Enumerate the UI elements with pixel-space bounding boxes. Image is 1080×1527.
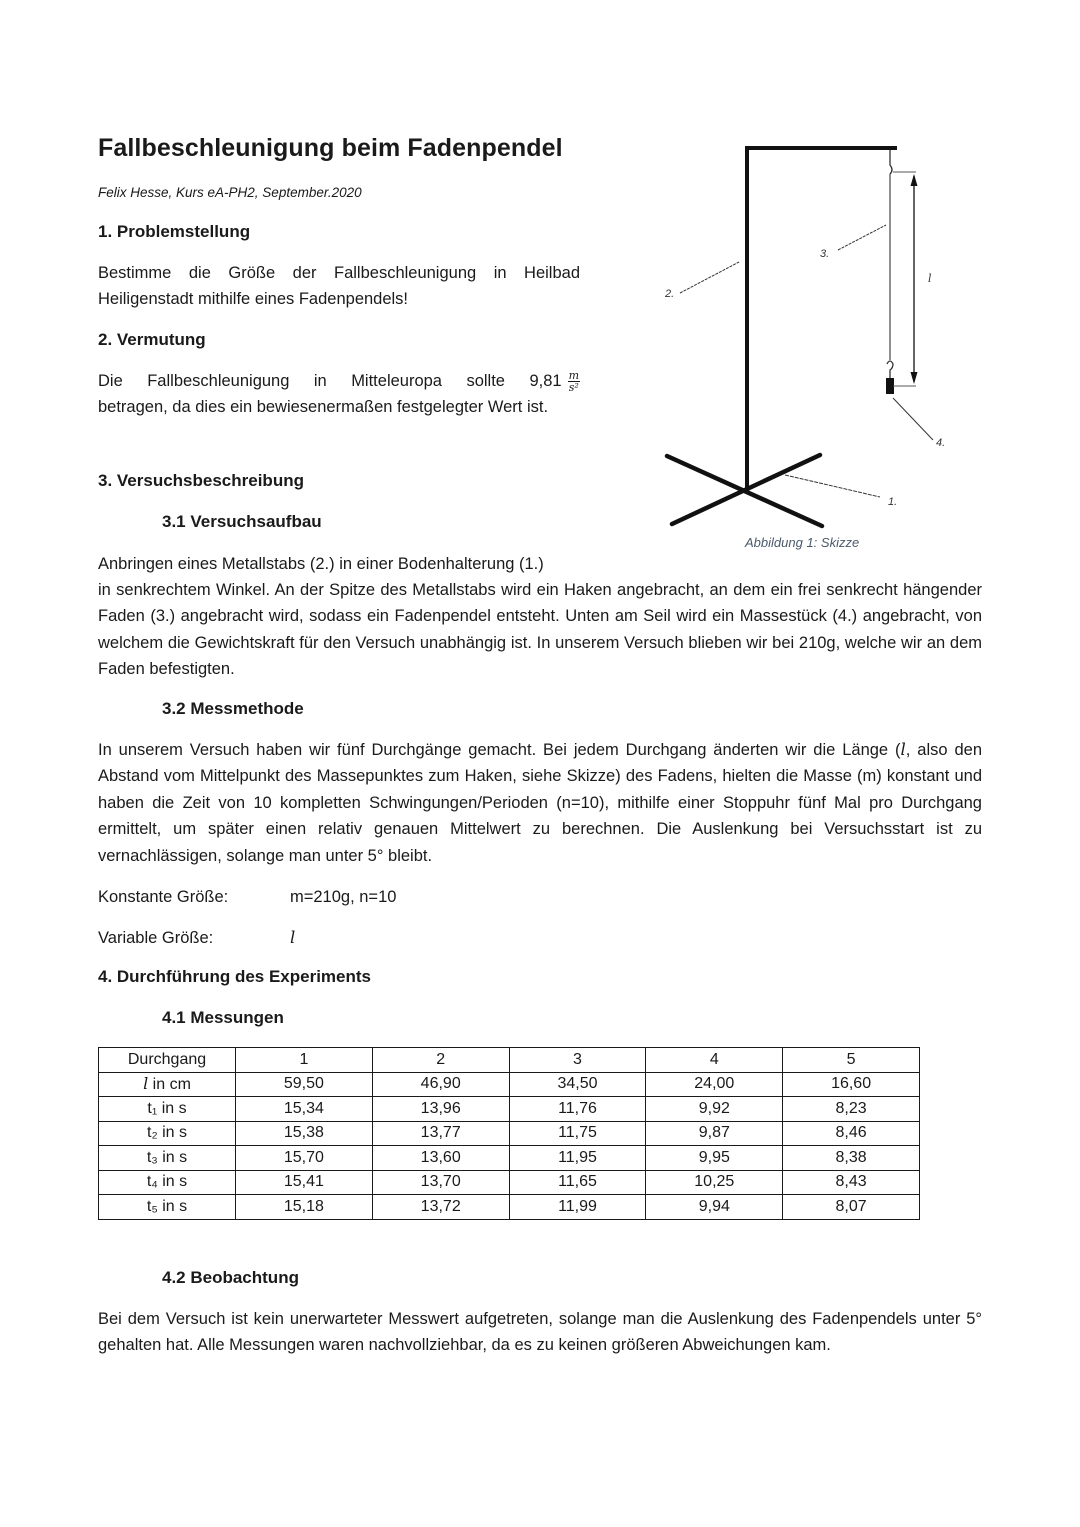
base-stand-icon [667,455,822,526]
table-cell: 59,50 [236,1072,373,1097]
heading-observation: 4.2 Beobachtung [162,1268,299,1287]
variables-value: l [290,928,296,947]
pendulum-sketch-figure [640,130,970,540]
variables-label: Variable Größe: [98,929,214,947]
observation-text: Bei dem Versuch ist kein unerwarteter Messwert aufgetreten, solange man die Auslenkung des Fadenpendels unter 5° gehalten hat. Alle Messungen waren nachvollziehbar, da es zu keinen größeren Abweichungen kam. [98,1310,982,1355]
table-cell: 9,92 [646,1097,783,1122]
heading-measurements: 4.1 Messungen [162,1008,284,1027]
author-line: Felix Hesse, Kurs eA-PH2, September.2020 [98,185,362,200]
hypothesis-line-1 [98,367,580,395]
table-row [99,1195,920,1220]
table-cell: 10,25 [646,1170,783,1195]
bottom-hook-icon [887,361,893,378]
table-cell: 13,77 [372,1121,509,1146]
method-text [98,737,982,869]
symbol-length: l [143,1073,149,1093]
table-header-label: Durchgang [99,1048,236,1073]
unit-denominator: s² [568,380,579,394]
table-row [99,1072,920,1097]
table-cell: 15,38 [236,1121,373,1146]
table-cell: 11,99 [509,1195,646,1220]
label-base: 1. [888,496,898,508]
table-header-row [99,1048,920,1073]
table-cell: 15,41 [236,1170,373,1195]
heading-description: 3. Versuchsbeschreibung [98,471,304,490]
table-cell: 46,90 [372,1072,509,1097]
table-row-label: t₂ in s [99,1121,236,1146]
label-thread: 3. [820,248,830,260]
table-cell: 8,23 [783,1097,920,1122]
constants-value: m=210g, n=10 [290,888,397,906]
table-cell: 15,18 [236,1195,373,1220]
heading-setup: 3.1 Versuchsaufbau [162,512,322,531]
table-cell: 11,75 [509,1121,646,1146]
figure-caption: Abbildung 1: Skizze [745,535,860,550]
table-cell: 9,94 [646,1195,783,1220]
row-label-unit: in cm [148,1075,191,1093]
table-cell: 8,07 [783,1195,920,1220]
problem-text: Bestimme die Größe der Fallbeschleunigung in Heilbad Heiligenstadt mithilfe eines Fadenpendels! [98,264,580,309]
table-cell: 24,00 [646,1072,783,1097]
table-cell: 8,43 [783,1170,920,1195]
leader-line-rod [680,262,739,293]
heading-method-text: 3.2 Messmethode [162,699,304,718]
hypothesis-paragraph [98,367,580,420]
length-dimension-arrow-icon [893,172,918,386]
heading-hypothesis: 2. Vermutung [98,330,206,349]
mass-block-icon [886,378,894,394]
table-header-cell: 2 [372,1048,509,1073]
table-cell: 13,70 [372,1170,509,1195]
leader-line-thread [838,225,886,250]
table-cell: 8,46 [783,1121,920,1146]
heading-execution: 4. Durchführung des Experiments [98,967,371,986]
unit-fraction [568,370,580,393]
table-header-cell: 1 [236,1048,373,1073]
unit-numerator: m [568,368,579,382]
label-length: l [928,272,932,285]
table-cell: 9,95 [646,1146,783,1171]
measurement-table [98,1047,920,1220]
table-cell: 13,96 [372,1097,509,1122]
hypothesis-text-before: Die Fallbeschleunigung in Mitteleuropa sollte 9,81 [98,371,562,390]
table-cell: 8,38 [783,1146,920,1171]
table-cell: 34,50 [509,1072,646,1097]
method-text-part2: , also den Abstand vom Mittelpunkt des Massepunktes zum Haken, siehe Skizze) des Fadens, hielten die Masse (m) konstant und haben die Zeit von 10 kompletten Schwingungen/Perioden (n=10), mithilfe einer Stoppuhr fünf Mal pro Durchgang ermittelt, um später einen relativ genauen Mittelwert zu berechnen. Die Auslenkung bei Versuchsstart ist zu vernachlässigen, solange man unter 5° bleibt. [98,741,982,865]
table-cell: 15,34 [236,1097,373,1122]
table-row [99,1121,920,1146]
table-cell: 15,70 [236,1146,373,1171]
table-cell: 16,60 [783,1072,920,1097]
table-header-cell: 4 [646,1048,783,1073]
table-row-label: t₃ in s [99,1146,236,1171]
method-text-part1: In unserem Versuch haben wir fünf Durchgänge gemacht. Bei jedem Durchgang änderten wir die Länge ( [98,741,901,759]
table-cell: 13,72 [372,1195,509,1220]
heading-problem: 1. Problemstellung [98,222,251,241]
document-title: Fallbeschleunigung beim Fadenpendel [98,134,563,162]
heading-method [162,699,304,719]
table-cell: 11,95 [509,1146,646,1171]
top-hook-icon [890,150,892,174]
table-cell: 9,87 [646,1121,783,1146]
setup-line-1: Anbringen eines Metallstabs (2.) in einer Bodenhalterung (1.) [98,555,544,573]
table-row-label: t₅ in s [99,1195,236,1220]
table-header-cell: 3 [509,1048,646,1073]
table-row-label: t₁ in s [99,1097,236,1122]
symbol-length: l [900,740,906,759]
table-cell: 13,60 [372,1146,509,1171]
leader-line-base [785,475,880,497]
table-row [99,1170,920,1195]
table-row-label: t₄ in s [99,1170,236,1195]
table-row [99,1097,920,1122]
table-header-cell: 5 [783,1048,920,1073]
leader-line-mass [893,398,933,440]
table-cell: 11,76 [509,1097,646,1122]
label-mass: 4. [936,437,946,449]
hypothesis-text-after: betragen, da dies ein bewiesenermaßen festgelegter Wert ist. [98,398,549,416]
constants-label: Konstante Größe: [98,888,229,906]
table-row [99,1146,920,1171]
table-cell: 11,65 [509,1170,646,1195]
setup-text: in senkrechtem Winkel. An der Spitze des Metallstabs wird ein Haken angebracht, an dem ein frei senkrecht hängender Faden (3.) angebracht wird, sodass ein Fadenpendel entsteht. Unten am Seil wird ein Massestück (4.) angebracht, von welchem die Gewichtskraft für den Versuch unabhängig ist. In unserem Versuch blieben wir bei 210g, welche wir an dem Faden befestigten. [98,581,982,679]
label-rod: 2. [665,288,675,300]
table-row-label [99,1072,236,1097]
